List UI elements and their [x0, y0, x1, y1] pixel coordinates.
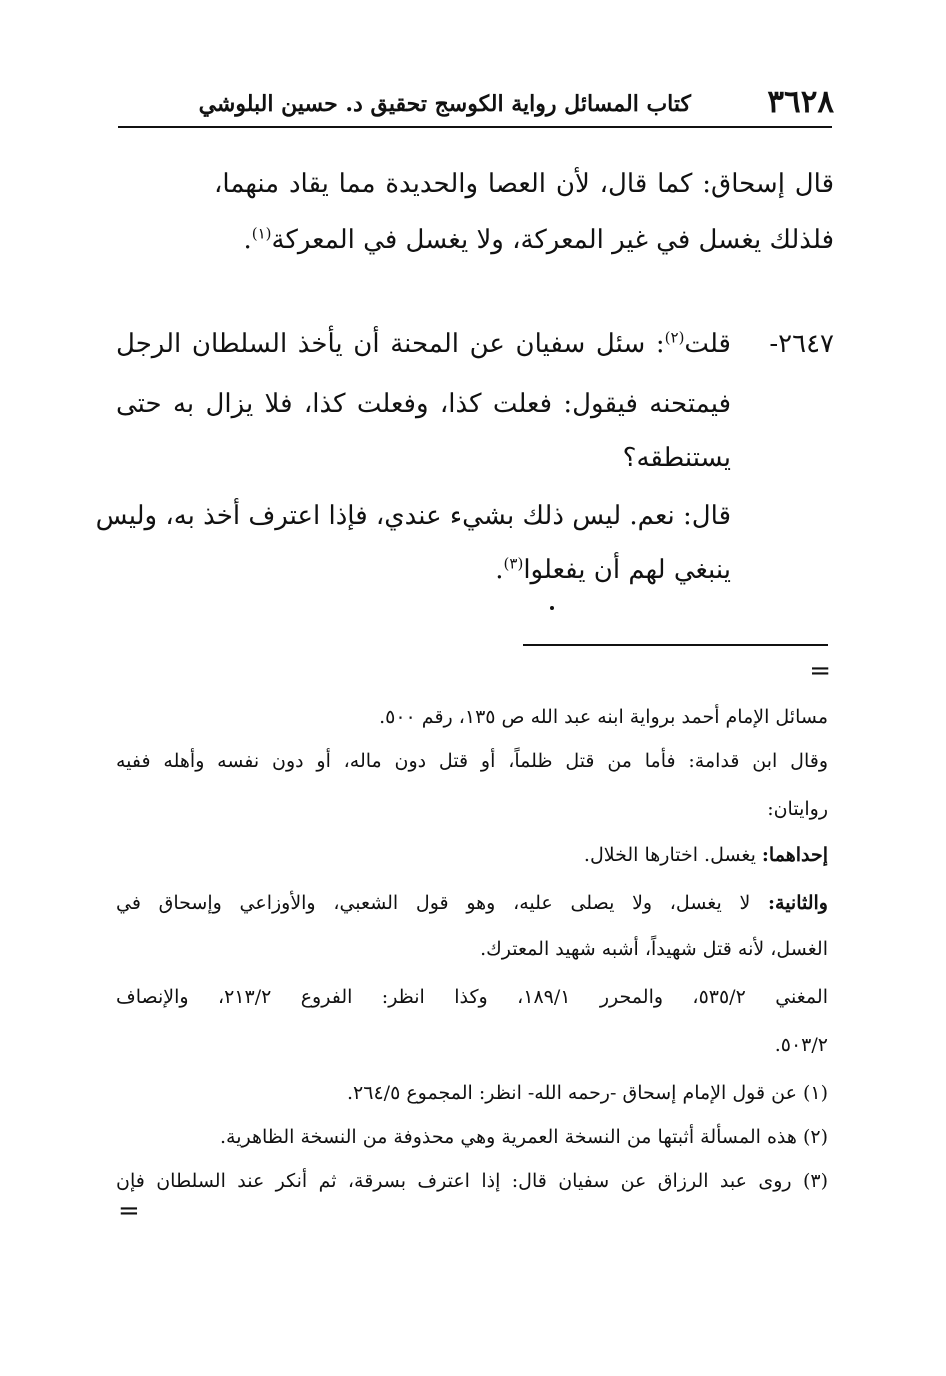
body-line: يستنطقه؟ — [622, 443, 731, 473]
header-rule — [118, 126, 832, 128]
footnote-ref: (٣) — [503, 554, 524, 573]
footnote-line: إحداهما: يغسل. اختارها الخلال. — [583, 844, 828, 866]
stray-dot — [550, 606, 554, 610]
continuation-mark: = — [118, 1196, 140, 1226]
issue-number: ٢٦٤٧- — [769, 329, 834, 359]
footnote-separator — [523, 644, 828, 646]
body-line: ينبغي لهم أن يفعلوا$^{(٣)}$. — [495, 554, 731, 585]
footnote-line: روايتان: — [767, 798, 828, 820]
footnote-line: مسائل الإمام أحمد برواية ابنه عبد الله ص ١٣٥، رقم ٥٠٠. — [379, 706, 828, 728]
continuation-mark: = — [809, 656, 831, 686]
footnote-line: الغسل، لأنه قتل شهيداً، أشبه شهيد المعترك. — [480, 938, 828, 960]
footnote-2: (٢) هذه المسألة أثبتها من النسخة العمرية وهي محذوفة من النسخة الظاهرية. — [220, 1126, 828, 1148]
footnote-ref: (١) — [251, 224, 272, 243]
footnote-line: ٥٠٣/٢. — [774, 1034, 828, 1056]
page-number: ٣٦٢٨ — [767, 84, 834, 120]
footnote-3: (٣) روى عبد الرزاق عن سفيان قال: إذا اعترف بسرقة، ثم أنكر عند السلطان فإن — [116, 1170, 828, 1192]
footnote-line: والثانية: لا يغسل، ولا يصلى عليه، وهو قول الشعبي، والأوزاعي وإسحاق في — [116, 892, 828, 914]
footnote-line: المغني ٥٣٥/٢، والمحرر ١٨٩/١، وكذا انظر: الفروع ٢١٣/٢، والإنصاف — [116, 986, 828, 1008]
body-line: قال إسحاق: كما قال، لأن العصا والحديدة مما يقاد منهما، — [214, 169, 834, 199]
body-line: قلت$^{(٢)}$: سئل سفيان عن المحنة أن يأخذ السلطان الرجل — [116, 328, 731, 359]
footnote-ref: (٢) — [664, 328, 685, 347]
body-line: فيمتحنه فيقول: فعلت كذا، وفعلت كذا، فلا يزال به حتى — [116, 389, 731, 419]
body-line: قال: نعم. ليس ذلك بشيء عندي، فإذا اعترف أخذ به، وليس — [95, 501, 731, 531]
footnote-line: وقال ابن قدامة: فأما من قتل ظلماً، أو قتل دون ماله، أو دون نفسه وأهله ففيه — [116, 750, 828, 772]
footnote-1: (١) عن قول الإمام إسحاق -رحمه الله- انظر: المجموع ٢٦٤/٥. — [347, 1082, 828, 1104]
running-header-title: كتاب المسائل رواية الكوسج تحقيق د. حسين البلوشي — [198, 91, 691, 117]
body-line: فلذلك يغسل في غير المعركة، ولا يغسل في المعركة$^{(١)}$. — [243, 224, 834, 255]
